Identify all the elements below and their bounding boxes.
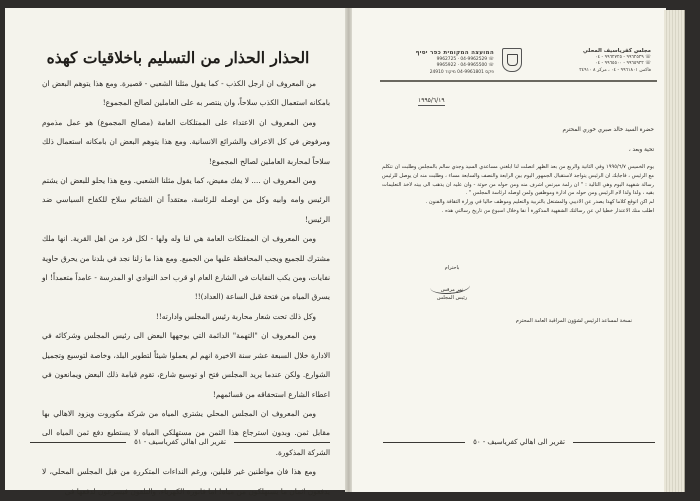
- letterhead-arabic: [531, 48, 651, 74]
- paragraph: ومن المعروف ان المجلس المحلي يشتري المياه من شركة مكوروت ويزود الاهالي بها مقابل ثمن. وبدون استرجاع هذا الثمن من مستهلكي المياه لا يستطيع دفع ثمن المياه الى الشركة المذكورة.: [42, 408, 330, 457]
- paragraph: اطلب منك الاعتذار خطيا لي عن رسالتك الشفهية المذكورة أ نفا وخلال اسبوع من تاريخ رسالتي هذه .: [441, 207, 654, 214]
- letter-addressee: حضرة السيد خالد صبري خوري المحترم: [562, 127, 654, 133]
- paragraph: ومن المعروف ان الاعتداء على الممتلكات العامة (مصالح المجموع) هو عمل مذموم ومرفوض في كل الاعراف والشرائع الانسانية. ومع هذا يتوهم البعض ان بامكانه استعمال ذلك سلاحاً لمحاربة العاملين لصالح المجموع!: [42, 117, 330, 166]
- paragraph: ومع هذا فان مواطنين غير قليلين، ورغم النداءات المتكررة من قبل المجلس المحلي، لا يدفعون اثمان ما يستهلكون من مياه! اما فاتورة الكهرباء، والتلفون فيسرعون لدفعها في: [42, 467, 330, 496]
- footer-rule: [234, 442, 330, 443]
- page-edges: [664, 10, 685, 492]
- signer-name: نمر مرقس: [440, 287, 464, 293]
- contact-line: ☏ ٩٩٦٥٩٢٢ - ٩٩٦٥٥٠٠ - ٠٤: [595, 61, 651, 67]
- footer-text: تقرير الى اهالي كفرياسيف - ٥١: [134, 438, 226, 446]
- paragraph: ومن المعروف ان الممتلكات العامة هي لنا وله ولها - لكل فرد من اهل القرية. انها ملك مشترك للجميع ويجب المحافظة عليها من الجميع. ومع هذا ما زلنا نجد في بلدنا من يحرق حاوية نفايات، ومن يكب النفايات في الشارع العام او قرب احد النوادي او المدرسة - عامداً متعمداً! او يسرق المياه من فتحة قبل الساعة (العداد)!!: [42, 234, 330, 302]
- article-title: الحذار الحذار من التسليم باخلاقيات كهذه: [46, 48, 310, 67]
- article-body: [42, 74, 330, 501]
- letter-date: ١٩٩٥/٦/١٩: [418, 97, 445, 104]
- letter-greeting: تحية وبعد ،: [628, 147, 654, 153]
- carbon-copy-note: نسخة لمساعد الرئيس لشؤون المراقبة العامة المحترم: [515, 318, 632, 324]
- org-name-arabic: مجلس كفرياسيف المحلي: [582, 48, 651, 54]
- footer-rule: [573, 442, 655, 443]
- paragraph: وكل ذلك تحت شعار محاربة رئيس المجلس وادارته!!: [155, 311, 316, 321]
- paragraph: لم اكن اتوقع كلاما كهذا يصدر عن الاديبي والمشتغل بالتربية والتعليم وموظف حاليا في وزارة الثقافة والفنون .: [425, 199, 654, 206]
- paragraph: ومن المعروف ان "التهمة" الدائمة التي يوجهها البعض الى رئيس المجلس وشركائه في الادارة خلال السبعة عشر سنة الاخيرة انهم لم يعملوا شيئاً لتطوير البلد، وخاصة لتوسيع وتجميل الشوارع. ولكن عندما يريد المجلس فتح او توسيع شارع، تقوم قيامة ذلك البعض ويمانعون في اعطاء الشارع استحقاقه من قسائمهم!: [42, 331, 330, 399]
- page-footer-left: [30, 438, 330, 446]
- shield-icon: [507, 54, 518, 66]
- letter-body: [382, 163, 654, 216]
- council-emblem-icon: [502, 48, 522, 72]
- paragraph: من المعروف ان ارجل الكذب - كما يقول مثلنا الشعبي - قصيرة. ومع هذا يتوهم البعض ان بامكانه استعمال الكذب سلاحاً، وان ينتصر به على العاملين لصالح المجموع!: [42, 79, 330, 108]
- contact-line: فاكس ٩٩٦١٨٠١ - ٠٤ ، مركز ٨ ٢٤٩١٠: [579, 67, 651, 73]
- page-footer-right: [383, 438, 655, 446]
- contact-line: ☏ 04-9962529 · 9962725: [436, 56, 494, 62]
- contact-line: ☏ ٩٩٦٢٥٢٩ - ٩٩٦٢٧٢٥ - ٠٤: [595, 54, 651, 60]
- letterhead-hebrew: [382, 50, 494, 76]
- signer-title: رئيس المجلس: [436, 295, 468, 301]
- footer-text: تقرير الى اهالي كفرياسيف - ٥٠: [473, 438, 565, 446]
- paragraph: يوم الخميس ١٩٩٥/٦/٧ وفي الثانية والربع من بعد الظهر اتصلت لنا ابلغني مساعدي السيد وجدي سالم بالمجلس وطلبت ان تتكلم مع الرئيس ، فاجابك ان الرئيس يتواجد لاستقبال الجمهور اليوم بين الرابعة والنصف والسابعة مساء ، وطلبت منه ان يوصل للرئيس رسالة شفهية اليوم وهي التالية : " ان زلمة ميرتس اشرف منه ومن حوله من حوثة - وان عليه ان يذهب الى بيته لاخذ التعليمات بقيه ، ولذا ولذا لام الرئيس ومن حوله من ادارة وموظفين ولمن اوصله لرئاسة المجلس " .: [382, 164, 654, 197]
- paragraph: ومن المعروف ان .... لا يفك مفيض، كما يقول مثلنا الشعبي. ومع هذا يحلو للبعض ان يشتم الرئيس وامه وابيه وكل من اوصله للرئاسة، معتقداً ان الشتائم سلاح للكفاح السياسي ضد الرئيس!: [42, 176, 330, 224]
- letterhead: [380, 48, 657, 80]
- contact-line: ☏ 04-9965500 · 9965922: [436, 63, 494, 69]
- contact-line: פקס 04-9961801 מיקוד 24910: [429, 69, 494, 75]
- footer-rule: [383, 442, 465, 443]
- closing: باحترام: [444, 265, 460, 271]
- footer-rule: [30, 442, 126, 443]
- org-name-hebrew: המועצה המקומית כפר יסיף: [415, 50, 494, 56]
- letterhead-rule: [380, 80, 657, 82]
